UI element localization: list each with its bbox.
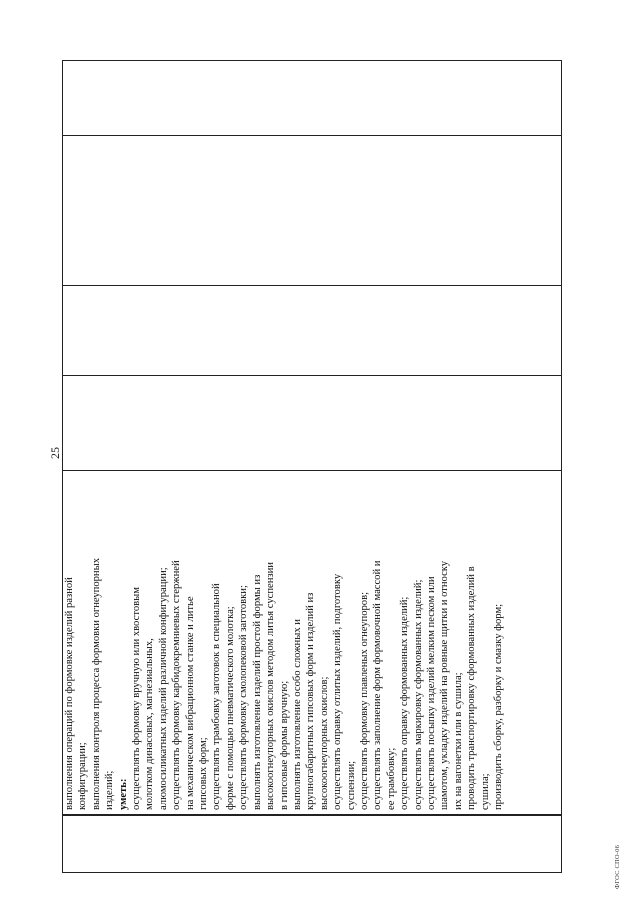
text-line: осуществлять трамбовку заготовок в специальной: [211, 583, 223, 810]
text-line: осуществлять формовку смолопековой заготовки;: [238, 585, 250, 810]
text-line: гипсовых форм;: [198, 737, 210, 810]
text-line: молотком динасовых, магнезиальных,: [144, 638, 156, 810]
text-line: форме с помощью пневматического молотка;: [224, 606, 236, 810]
form-code: ФГОС СПО-06: [614, 844, 621, 889]
text-line: изделий;: [104, 770, 116, 810]
description-cell: [63, 471, 562, 816]
discipline-cell: [63, 136, 562, 286]
text-line: выполнения операций по формовке изделий разной: [64, 577, 75, 810]
text-line: осуществлять оправку сформованных изделий;: [399, 596, 411, 810]
text-line: алюмосиликатных изделий различной конфигурации;: [157, 567, 169, 810]
text-line: шамотом, укладку изделий на ровные щитки и относку: [439, 560, 451, 810]
page-number: 25: [48, 447, 62, 459]
text-line: осуществлять формовку карбидокремниевых стержней: [171, 560, 183, 810]
text-line: крупногабаритных гипсовых форм и изделий из: [305, 592, 317, 810]
text-line: осуществлять формовку вручную или хвостовым: [131, 587, 143, 810]
text-line: осуществлять оправку отлитых изделий, подготовку: [332, 573, 344, 810]
text-line: сушила;: [479, 773, 491, 810]
text-line: осуществлять посыпку изделий мелким песком или: [425, 576, 437, 810]
hours-cell-2: [63, 286, 562, 376]
text-line: выполнения контроля процесса формовки огнеупорных: [90, 558, 102, 810]
text-line: их на вагонетки или в сушила;: [452, 672, 464, 810]
text-line: производить сборку, разборку и смазку форм;: [493, 603, 504, 810]
text-line: осуществлять маркировку сформованных изделий;: [412, 579, 424, 810]
text-line: осуществлять заполнение форм формовочной массой и: [372, 560, 384, 810]
text-line: выполнять изготовление изделий простой формы из: [251, 574, 263, 810]
table-row: [63, 61, 562, 873]
text-line: на механическом вибрационном станке и литье: [184, 596, 196, 810]
text-line: ее трамбовку;: [385, 747, 397, 810]
text-line: высокоогнеупорных окислов;: [318, 676, 330, 810]
text-line: высокоогнеупорных окислов методом литья суспензии: [265, 562, 277, 810]
text-line: проводить транспортировку сформованных изделий в: [466, 566, 478, 810]
text-line: конфигурации;: [77, 742, 89, 810]
hours-cell: [63, 376, 562, 471]
curriculum-table: [62, 60, 562, 873]
text-line: выполнять изготовление особо сложных и: [291, 619, 303, 810]
text-line: уметь:: [117, 778, 129, 810]
competence-cell: [63, 61, 562, 136]
index-cell: [63, 816, 562, 873]
text-line: суспензии;: [345, 760, 357, 810]
text-line: в гипсовые формы вручную;: [278, 680, 290, 810]
description-lines: [63, 471, 561, 815]
text-line: осуществлять формовку плавленых огнеупоров;: [358, 591, 370, 810]
